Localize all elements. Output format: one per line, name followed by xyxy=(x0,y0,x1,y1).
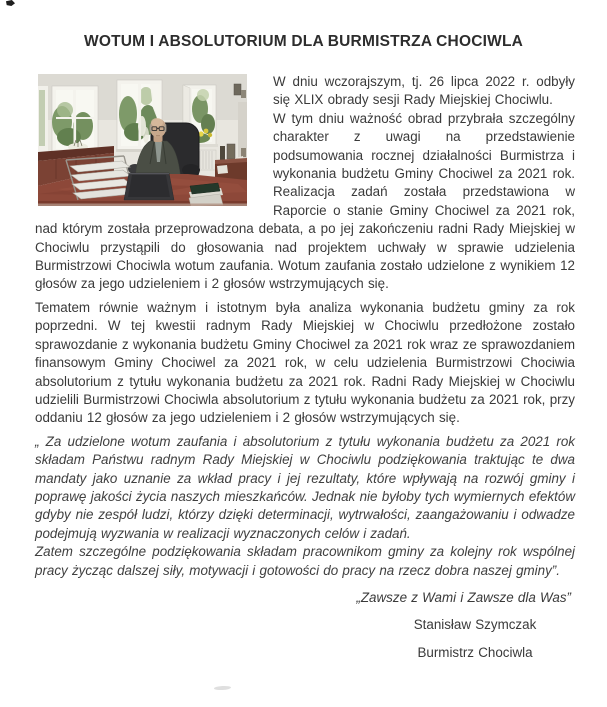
quote-thanks-employees: Zatem szczególne podziękowania składam pracownikom gminy za kolejny rok wspólnej pracy życząc dalszej siły, motywacji i gotowości do pracy na rzecz dobra naszej gminy”. xyxy=(35,544,575,578)
laptop xyxy=(124,173,174,200)
intro-block xyxy=(35,73,575,294)
page-title: WOTUM I ABSOLUTORIUM DLA BURMISTRZA CHOCIWLA xyxy=(83,33,524,50)
signature-role: Burmistrz Chociwla xyxy=(417,644,533,660)
signature-block xyxy=(35,589,575,662)
quote-thanks-council: „ Za udzielone wotum zaufania i absolutorium z tytułu wykonania budżetu za 2021 rok składam Państwu radnym Rady Miejskiej w Chociwlu podziękowania traktując te dwa mandaty jako uznanie za wkład pracy i jej rezultaty, które wpływają na rozwój gminy i poprawę jakości życia naszych mieszkańców. Jednak nie byłoby tych wymiernych efektów gdyby nie zespół ludzi, którzy dzięki determinacji, wytrwałości, zaangażowaniu i odwadze podejmują wyzwania w realizacji wyznaczonych celów i zadań. xyxy=(35,433,575,541)
signature-motto: „Zawsze z Wami i Zawsze dla Was” xyxy=(356,589,571,605)
window-left xyxy=(52,86,98,154)
paragraph-budget-discharge: Tematem równie ważnym i istotnym była analiza wykonania budżetu gminy za rok poprzedni. W tej kwestii radnym Rady Miejskiej w Chociwlu przedłożone zostało sprawozdanie z wykonania budżetu Gminy Chociwel za 2021 rok wraz ze sprawozdaniem finansowym Gminy Chociwel za 2021 rok, w celu udzielenia Burmistrzowi Chociwia absolutorium z tytułu wykonania budżetu za 2021 rok. Radni Rady Miejskiej w Chociwlu udzielili Burmistrzowi Chociwla absolutorium z tytułu wykonania budżetu za 2021 rok, przy oddaniu 12 głosów za jego udzieleniem i 2 głosów wstrzymujących się. xyxy=(35,299,575,426)
paragraph-vote-of-confidence: W tym dniu ważność obrad przybrała szczególny charakter z uwagi na przedstawienie podsumowania rocznej działalności Burmistrza i wykonania budżetu Gminy Chociwel za 2021 rok. Realizacja zadań została przedstawiona w Raporcie o stanie Gminy Chociwel za 2021 rok, nad którym została przeprowadzona debata, a po jej zakończeniu radni Rady Miejskiej w Chociwlu przystąpili do głosowania nad projektem uchwały w sprawie udzielenia Burmistrzowi Chociwla wotum zaufania. Wotum zaufania zostało udzielone z wynikiem 12 głosów za jego udzieleniem i 2 głosów wstrzymujących się. xyxy=(35,110,575,292)
signature-name: Stanisław Szymczak xyxy=(413,617,537,633)
paragraph-session: W dniu wczorajszym, tj. 26 lipca 2022 r. odbyły się XLIX obrady sesji Rady Miejskiej Chociwlu. xyxy=(273,74,575,108)
scan-smudge xyxy=(214,686,231,691)
mayor-office-photo xyxy=(38,74,247,206)
document-body xyxy=(35,73,575,662)
